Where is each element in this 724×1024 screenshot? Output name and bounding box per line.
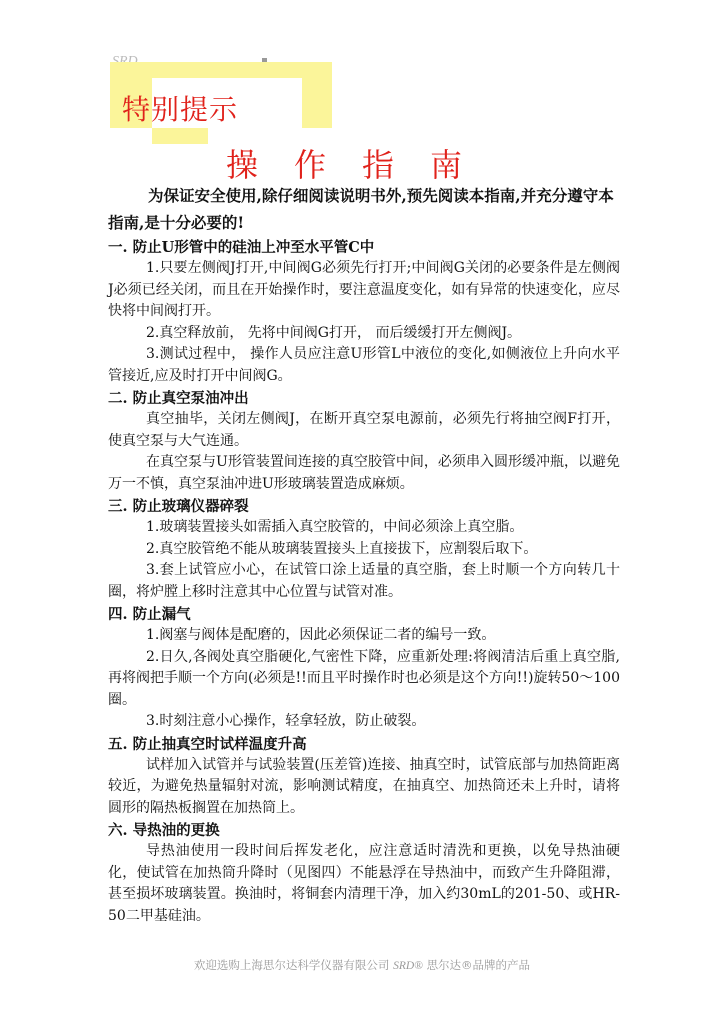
section-heading: 四. 防止漏气 — [108, 606, 191, 623]
section-paragraph: 3.套上试管应小心，在试管口涂上适量的真空脂，套上时顺一个方向转几十圈，将炉膛上移时注意其中心位置与试管对准。 — [108, 562, 620, 600]
section-heading: 一. 防止U形管中的硅油上冲至水平管C中 — [108, 239, 375, 256]
section-heading: 三. 防止玻璃仪器碎裂 — [108, 498, 249, 515]
section-heading: 六. 导热油的更换 — [108, 822, 220, 839]
section-paragraph: 3.时刻注意小心操作，轻拿轻放，防止破裂。 — [146, 713, 426, 729]
section-paragraph: 1.只要左侧阀J打开,中间阀G必须先行打开;中间阀G关闭的必要条件是左侧阀J必须已经关闭，而且在开始操作时，要注意温度变化，如有异常的快速变化，应尽快将中间阀打开。 — [108, 260, 620, 319]
footer-company: 欢迎选购上海思尔达科学仪器有限公司 — [193, 958, 390, 972]
page-title: 操作指南 — [225, 146, 498, 184]
section-1 — [108, 238, 620, 387]
section-paragraph: 3.测试过程中， 操作人员应注意U形管L中液位的变化,如侧液位上升向水平管接近,应及时打开中间阀G。 — [108, 346, 620, 384]
intro-paragraph: 为保证安全使用,除仔细阅读说明书外,预先阅读本指南,并充分遵守本指南,是十分必要的! — [108, 186, 614, 232]
section-3 — [108, 497, 620, 603]
section-paragraph: 导热油使用一段时间后挥发老化，应注意适时清洗和更换，以免导热油硬化，使试管在加热筒升降时（见图四）不能悬浮在导热油中，而致产生升降阻滞，甚至损坏玻璃装置。换油时，将铜套内清理干净，加入约30mL的201-50、或HR-50二甲基硅油。 — [108, 843, 620, 924]
section-paragraph: 2.真空释放前， 先将中间阀G打开， 而后缓缓打开左侧阀J。 — [146, 324, 522, 341]
section-heading: 二. 防止真空泵油冲出 — [108, 390, 249, 407]
section-paragraph: 2.日久,各阀处真空脂硬化,气密性下降，应重新处理:将阀清洁后重上真空脂,再将阀把手顺一个方向(必须是!!而且平时操作时也必须是这个方向!!)旋转50～100圈。 — [108, 648, 620, 708]
section-6 — [108, 821, 620, 927]
special-notice-label: 特别提示 — [122, 93, 239, 126]
section-paragraph: 2.真空胶管绝不能从玻璃装置接头上直接拔下，应割裂后取下。 — [146, 540, 538, 557]
section-4 — [108, 605, 620, 733]
document-body — [108, 182, 620, 927]
section-heading: 五. 防止抽真空时试样温度升高 — [108, 735, 307, 753]
footer-suffix: 思尔达®品牌的产品 — [426, 958, 531, 972]
section-paragraph: 在真空泵与U形管装置间连接的真空胶管中间，必须串入圆形缓冲瓶，以避免万一不慎，真空泵油冲进U形玻璃装置造成麻烦。 — [108, 454, 620, 492]
page-footer — [0, 957, 724, 973]
section-2 — [108, 389, 620, 495]
section-5 — [108, 735, 620, 820]
footer-brand: SRD® — [393, 960, 423, 972]
section-paragraph: 试样加入试管并与试验装置(压差管)连接、抽真空时，试管底部与加热筒距离较近，为避免热量辐射对流，影响测试精度，在抽真空、加热筒还未上升时，请将圆形的隔热板搁置在加热筒上。 — [108, 756, 620, 816]
section-paragraph: 1.玻璃装置接头如需插入真空胶管的，中间必须涂上真空脂。 — [146, 519, 524, 535]
section-paragraph: 1.阀塞与阀体是配磨的，因此必须保证二者的编号一致。 — [146, 627, 496, 643]
section-paragraph: 真空抽毕，关闭左侧阀J，在断开真空泵电源前，必须先行将抽空阀F打开，使真空泵与大气连通。 — [108, 411, 620, 449]
